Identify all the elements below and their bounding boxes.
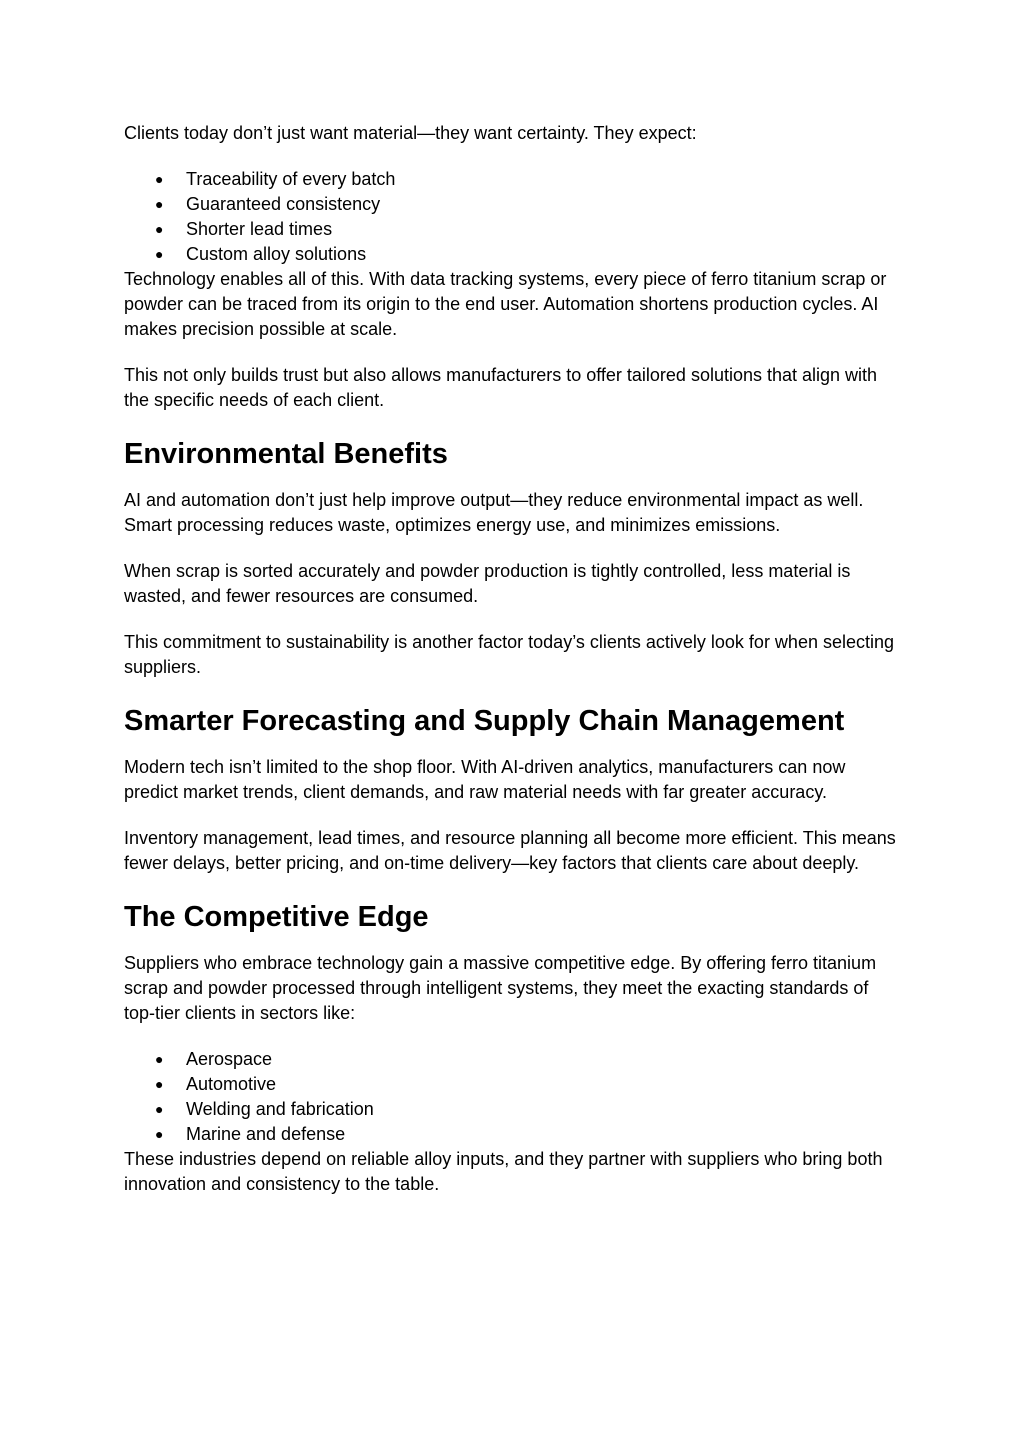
bullet-icon: ●: [155, 1076, 164, 1092]
list-item: ● Marine and defense: [124, 1122, 900, 1147]
list-item: ● Aerospace: [124, 1047, 900, 1072]
technology-paragraph: Technology enables all of this. With data tracking systems, every piece of ferro titanium scrap or powder can be traced from its origin to the end user. Automation shortens production cycles. AI makes precision possible at scale.: [124, 269, 887, 339]
environmental-paragraph-2: When scrap is sorted accurately and powder production is tightly controlled, less material is wasted, and fewer resources are consumed.: [124, 561, 851, 606]
list-item: ● Welding and fabrication: [124, 1097, 900, 1122]
heading-competitive-edge: The Competitive Edge: [124, 901, 429, 933]
bullet-icon: ●: [155, 171, 164, 187]
intro-paragraph: Clients today don’t just want material—they want certainty. They expect:: [124, 123, 697, 143]
competitive-paragraph-1: Suppliers who embrace technology gain a massive competitive edge. By offering ferro titanium scrap and powder processed through intelligent systems, they meet the exacting standards of top-tier clients in sectors like:: [124, 953, 877, 1023]
bullet-icon: ●: [155, 221, 164, 237]
heading-environmental-benefits: Environmental Benefits: [124, 438, 448, 470]
bullet-icon: ●: [155, 1126, 164, 1142]
heading-forecasting: Smarter Forecasting and Supply Chain Management: [124, 705, 845, 737]
forecasting-paragraph-1: Modern tech isn’t limited to the shop floor. With AI-driven analytics, manufacturers can now predict market trends, client demands, and raw material needs with far greater accuracy.: [124, 757, 846, 802]
list-item: ● Shorter lead times: [124, 217, 900, 242]
trust-paragraph: This not only builds trust but also allows manufacturers to offer tailored solutions that align with the specific needs of each client.: [124, 365, 878, 410]
client-expectations-list: [124, 167, 900, 267]
list-item: ● Guaranteed consistency: [124, 192, 900, 217]
bullet-icon: ●: [155, 196, 164, 212]
bullet-icon: ●: [155, 246, 164, 262]
list-item: ● Custom alloy solutions: [124, 242, 900, 267]
list-item: ● Automotive: [124, 1072, 900, 1097]
environmental-paragraph-1: AI and automation don’t just help improve output—they reduce environmental impact as well. Smart processing reduces waste, optimizes energy use, and minimizes emissions.: [124, 490, 864, 535]
environmental-paragraph-3: This commitment to sustainability is another factor today’s clients actively look for when selecting suppliers.: [124, 632, 895, 677]
bullet-icon: ●: [155, 1101, 164, 1117]
competitive-paragraph-2: These industries depend on reliable alloy inputs, and they partner with suppliers who bring both innovation and consistency to the table.: [124, 1149, 883, 1194]
forecasting-paragraph-2: Inventory management, lead times, and resource planning all become more efficient. This means fewer delays, better pricing, and on-time delivery—key factors that clients care about deeply.: [124, 828, 896, 873]
bullet-icon: ●: [155, 1051, 164, 1067]
list-item: ● Traceability of every batch: [124, 167, 900, 192]
sectors-list: [124, 1047, 900, 1147]
